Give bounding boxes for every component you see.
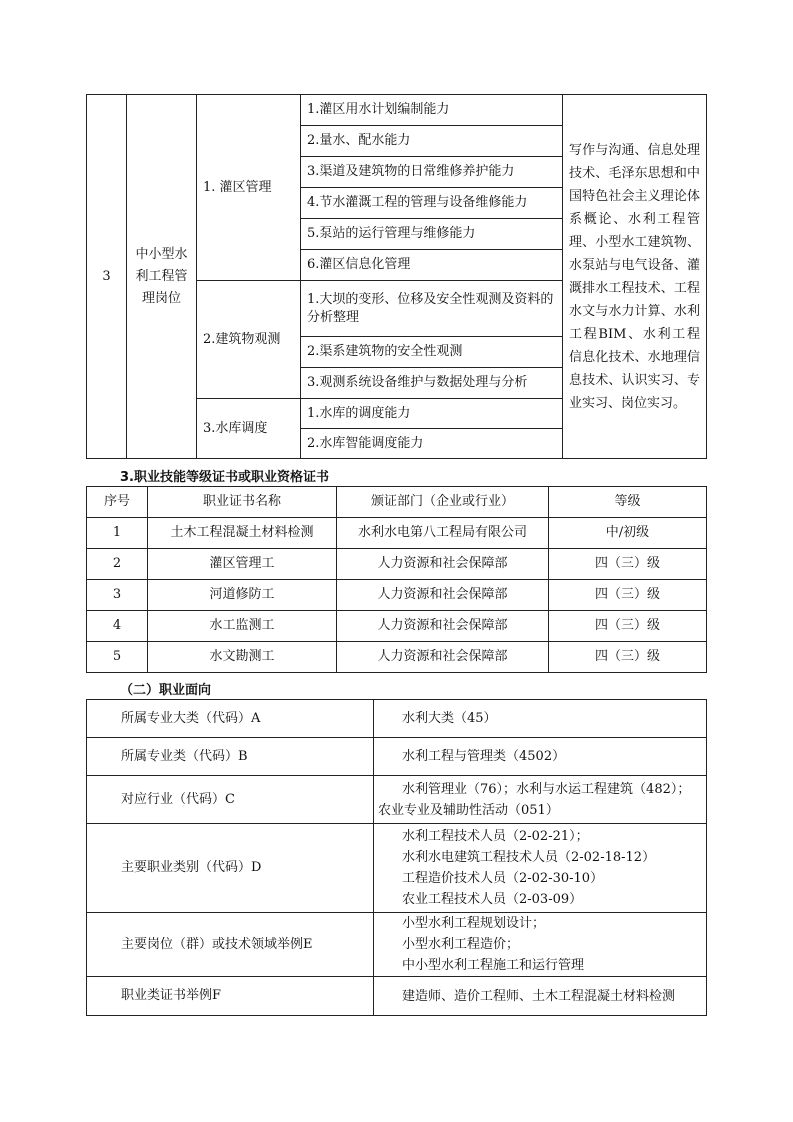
value-line: 工程造价技术人员（2-02-30-10）	[402, 871, 604, 886]
table-cell: 四（三）级	[549, 611, 707, 642]
header-cell: 颁证部门（企业或行业）	[337, 487, 549, 518]
table-cell: 四（三）级	[549, 580, 707, 611]
post-name: 中小型水利工程管理岗位	[127, 95, 197, 459]
table-cell: 1	[87, 518, 148, 549]
header-cell: 等级	[549, 487, 707, 518]
skill-group-name: 1. 灌区管理	[197, 95, 301, 281]
table-cell: 四（三）级	[549, 549, 707, 580]
row-number: 3	[87, 95, 127, 459]
table-cell: 人力资源和社会保障部	[337, 611, 549, 642]
skill-item: 2.水库智能调度能力	[301, 429, 563, 459]
table-row	[87, 611, 707, 642]
orientation-value	[374, 738, 707, 776]
skill-item: 1.大坝的变形、位移及安全性观测及资料的分析整理	[301, 281, 563, 337]
orientation-value	[374, 776, 707, 824]
orientation-value	[374, 700, 707, 738]
orientation-label: 所属专业类（代码）B	[87, 738, 374, 776]
skill-item: 1.灌区用水计划编制能力	[301, 95, 563, 126]
orientation-table	[86, 699, 707, 1016]
value-line: 水利工程与管理类（4502）	[402, 749, 566, 764]
value-line: 水利管理业（76）；水利与水运工程建筑（482）；	[402, 781, 691, 797]
orientation-value	[374, 913, 707, 977]
value-line: 水利大类（45）	[402, 711, 497, 726]
table-cell: 人力资源和社会保障部	[337, 642, 549, 673]
skill-item: 1.水库的调度能力	[301, 399, 563, 429]
orientation-label: 所属专业大类（代码）A	[87, 700, 374, 738]
table-cell: 3	[87, 580, 148, 611]
value-line: 中小型水利工程施工和运行管理	[402, 958, 585, 973]
table-row	[87, 549, 707, 580]
header-cell: 职业证书名称	[148, 487, 337, 518]
table-cell: 4	[87, 611, 148, 642]
certificates-table	[86, 486, 707, 673]
section-title-certificates: 3.职业技能等级证书或职业资格证书	[120, 470, 329, 485]
orientation-label: 职业类证书举例F	[87, 977, 374, 1016]
value-line: 建造师、造价工程师、土木工程混凝土材料检测	[402, 988, 676, 1004]
table-row	[87, 642, 707, 673]
orientation-value	[374, 824, 707, 913]
skill-item: 3.观测系统设备维护与数据处理与分析	[301, 368, 563, 399]
skill-item: 4.节水灌溉工程的管理与设备维修能力	[301, 188, 563, 219]
orientation-label: 主要职业类别（代码）D	[87, 824, 374, 913]
value-line: 水利工程技术人员（2-02-21）；	[402, 829, 589, 844]
courses-cell: 写作与沟通、信息处理技术、毛泽东思想和中国特色社会主义理论体系概论、水利工程管理、小型水工建筑物、水泵站与电气设备、灌溉排水工程技术、工程水文与水力计算、水利工程BIM、水利工程信息化技术、水地理信息技术、认识实习、专业实习、岗位实习。	[563, 95, 707, 459]
table-row	[87, 776, 707, 824]
orientation-label: 对应行业（代码）C	[87, 776, 374, 824]
value-line: 农业专业及辅助性活动（051）	[378, 802, 559, 818]
table-header-row	[87, 487, 707, 518]
table-cell: 水工监测工	[148, 611, 337, 642]
skill-group-name: 2.建筑物观测	[197, 281, 301, 399]
post-skills-table	[86, 94, 707, 459]
table-cell: 土木工程混凝土材料检测	[148, 518, 337, 549]
table-cell: 2	[87, 549, 148, 580]
section-title-orientation: （二）职业面向	[120, 683, 212, 698]
table-row	[87, 738, 707, 776]
table-row	[87, 824, 707, 913]
table-cell: 人力资源和社会保障部	[337, 580, 549, 611]
skill-item: 3.渠道及建筑物的日常维修养护能力	[301, 157, 563, 188]
skill-item: 5.泵站的运行管理与维修能力	[301, 219, 563, 250]
orientation-value	[374, 977, 707, 1016]
table-row	[87, 977, 707, 1016]
table-row	[87, 700, 707, 738]
table-cell: 人力资源和社会保障部	[337, 549, 549, 580]
skill-item: 6.灌区信息化管理	[301, 250, 563, 281]
table-cell: 四（三）级	[549, 642, 707, 673]
value-line: 农业工程技术人员（2-03-09）	[402, 892, 583, 907]
value-line: 小型水利工程规划设计；	[402, 916, 546, 931]
table-row	[87, 913, 707, 977]
table-cell: 灌区管理工	[148, 549, 337, 580]
table-row	[87, 518, 707, 549]
skill-group-name: 3.水库调度	[197, 399, 301, 459]
header-cell: 序号	[87, 487, 148, 518]
skill-item: 2.量水、配水能力	[301, 126, 563, 157]
orientation-label: 主要岗位（群）或技术领域举例E	[87, 913, 374, 977]
table-cell: 5	[87, 642, 148, 673]
table-cell: 河道修防工	[148, 580, 337, 611]
value-line: 小型水利工程造价；	[402, 937, 520, 952]
skill-item: 2.渠系建筑物的安全性观测	[301, 337, 563, 368]
table-cell: 水利水电第八工程局有限公司	[337, 518, 549, 549]
table-cell: 水文勘测工	[148, 642, 337, 673]
table-row	[87, 580, 707, 611]
value-line: 水利水电建筑工程技术人员（2-02-18-12）	[402, 850, 656, 865]
table-cell: 中/初级	[549, 518, 707, 549]
